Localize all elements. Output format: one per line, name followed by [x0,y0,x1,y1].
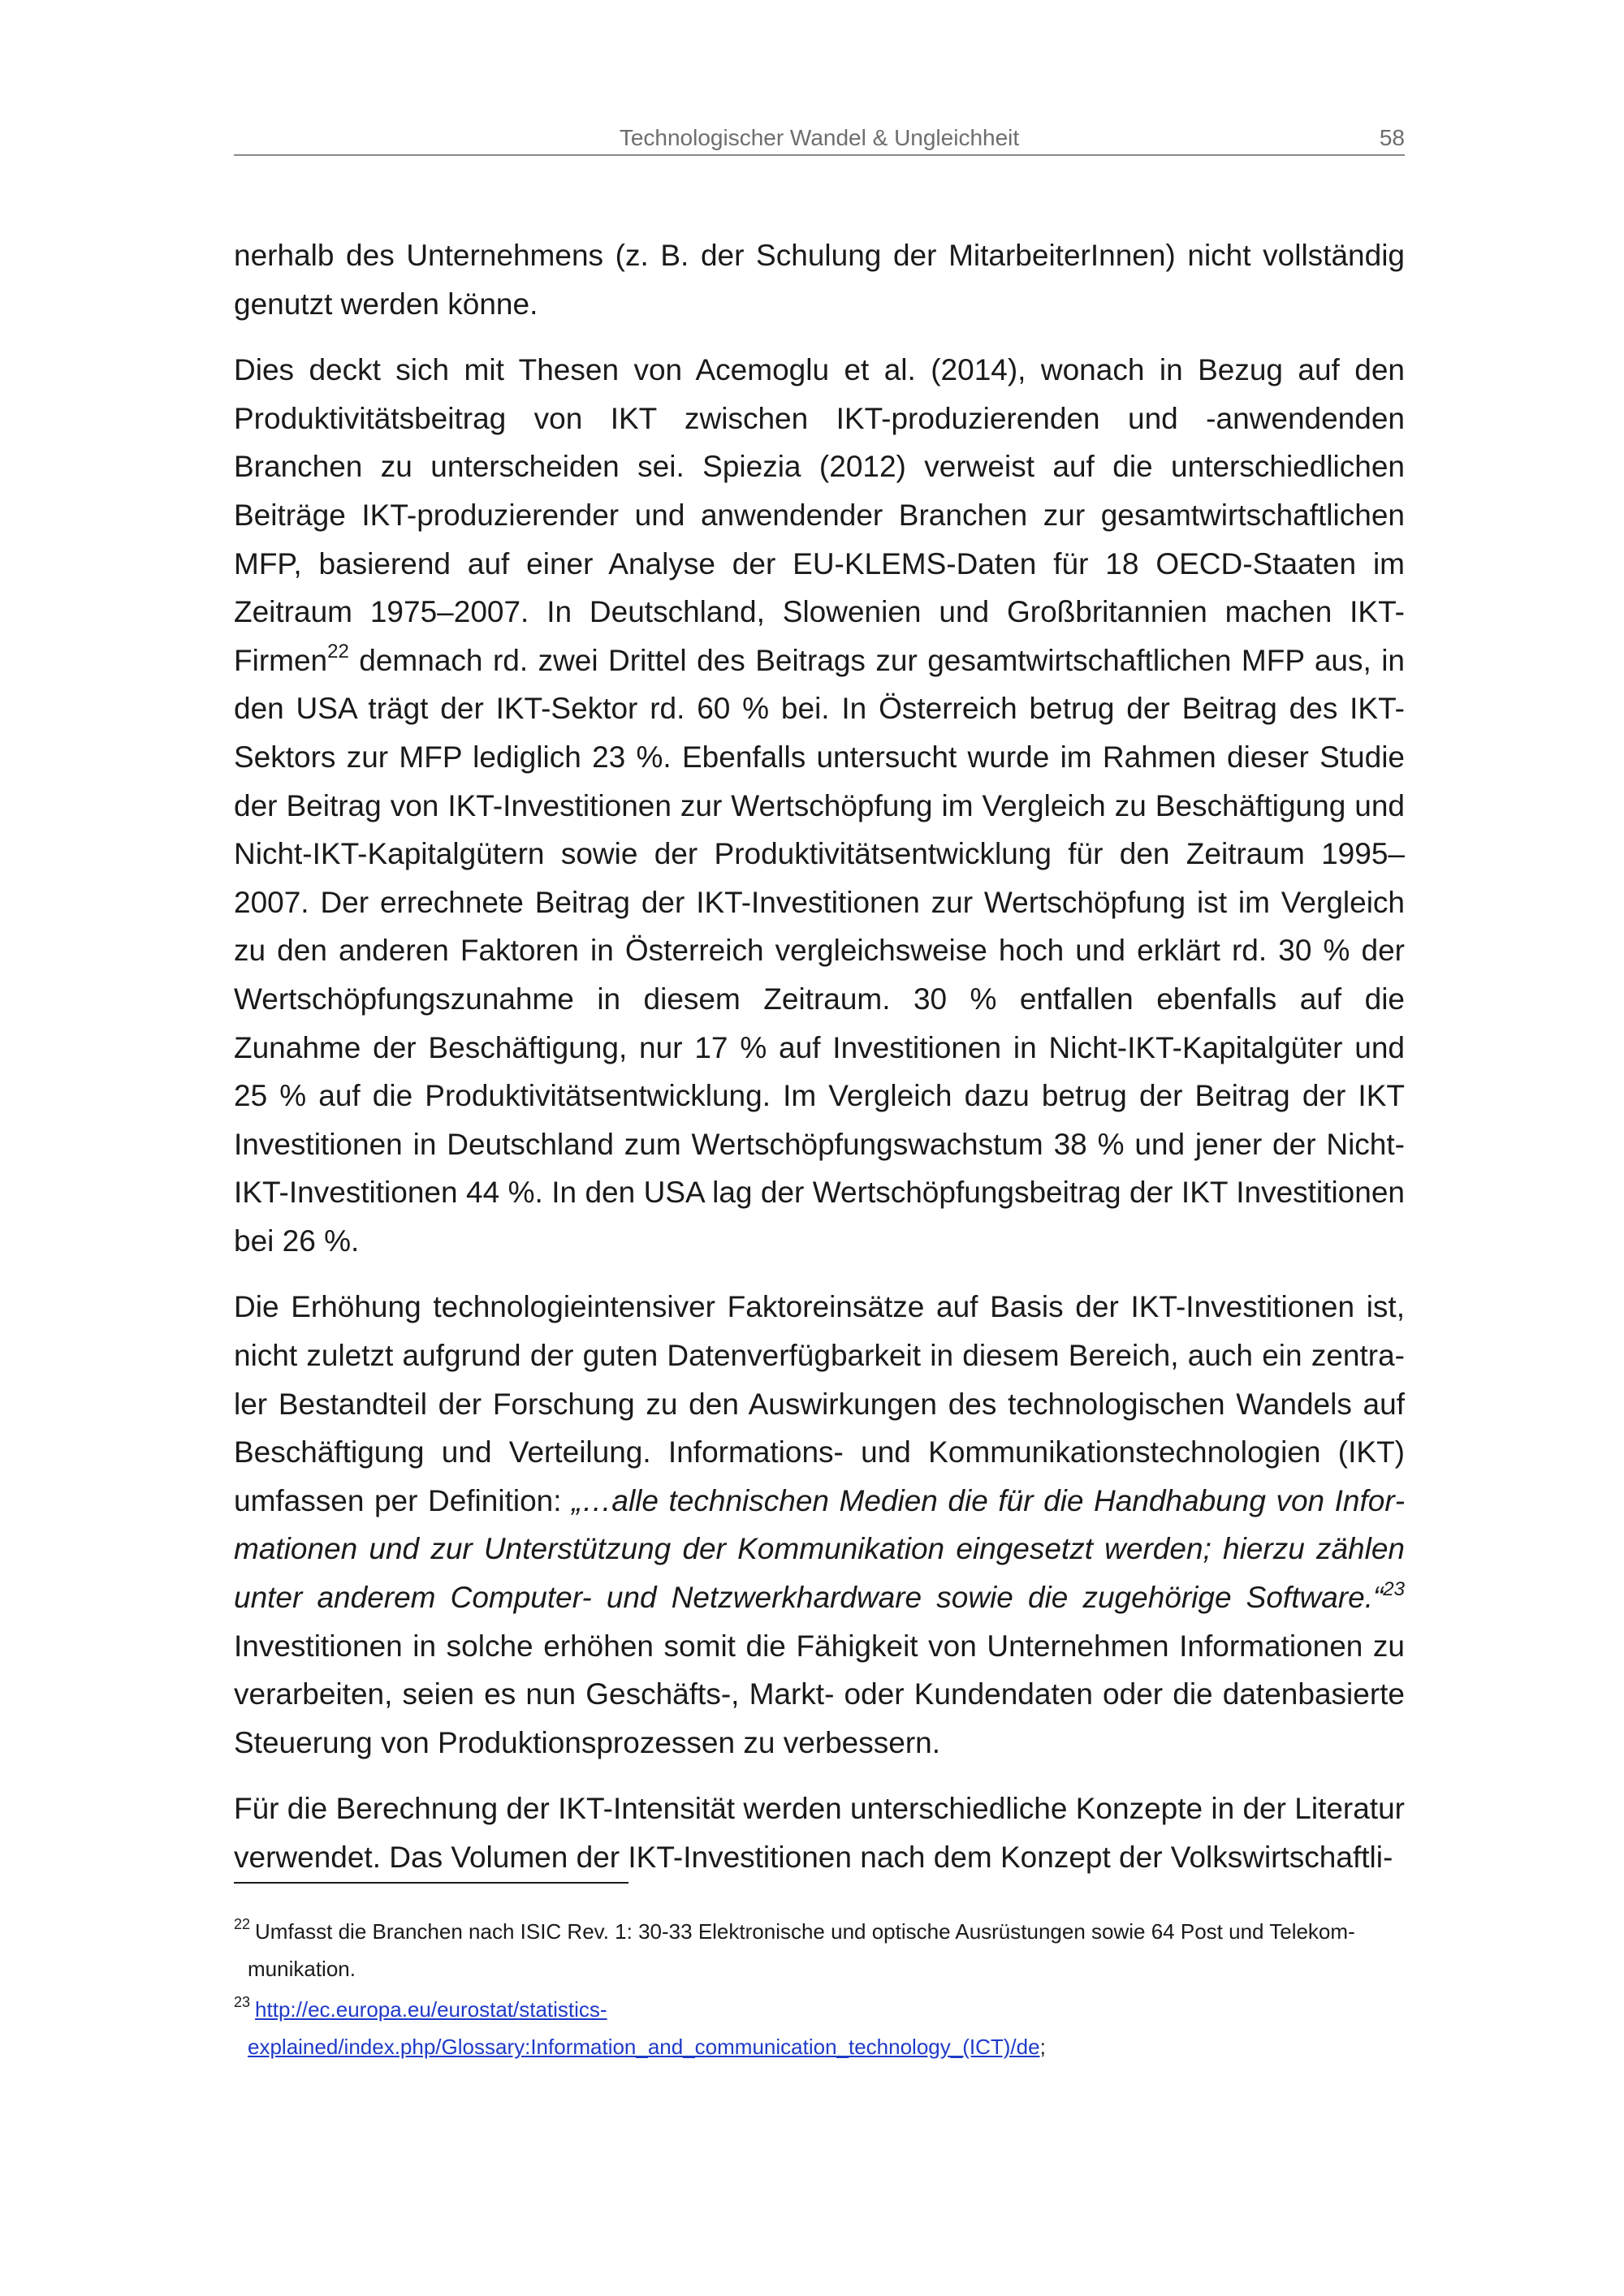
paragraph-3-text-b: Investitionen in solche erhöhen somit die Fähigkeit von Unternehmen Informationen zu verarbeiten, seien es nun Geschäfts-, Markt- oder Kundendaten oder die datenbasierte Steuerung von Produktionsprozessen zu verbessern. [234,1629,1405,1759]
eurostat-glossary-link[interactable]: http://ec.europa.eu/eurostat/statistics-explained/index.php/Glossary:Information_and_communication_technology_(ICT)/de [248,1997,1040,2059]
paragraph-2 [234,346,1405,1265]
footnote-23 [234,1991,1405,2065]
footnote-separator [234,1882,628,1884]
paragraph-3-text-a: Die Erhöhung technologieintensiver Faktoreinsätze auf Basis der IKT-Investitionen ist, nicht zuletzt aufgrund der guten Datenverfügbarkeit in diesem Bereich, auch ein zentraler Bestandteil der Forschung zu den Auswirkungen des technologischen Wandels auf Beschäftigung und Verteilung. Informations- und Kommunikationstechnologien (IKT) umfassen per Definition: [234,1290,1405,1517]
paragraph-2-text-a: Dies deckt sich mit Thesen von Acemoglu et al. (2014), wonach in Bezug auf den Produktivitätsbeitrag von IKT zwischen IKT-produzierenden und -anwendenden Branchen zu unterscheiden sei. Spiezia (2012) verweist auf die unterschiedlichen Beiträge IKT-produzierender und anwendender Branchen zur gesamtwirtschaftlichen MFP, basierend auf einer Analyse der EU-KLEMS-Daten für 18 OECD-Staaten im Zeitraum 1975–2007. In Deutschland, Slowenien und Großbritannien machen IKT-Firmen [234,353,1405,677]
paragraph-3 [234,1283,1405,1767]
footnote-text: Umfasst die Branchen nach ISIC Rev. 1: 30-33 Elektronische und optische Ausrüstungen sowie 64 Post und Telekommunikation. [248,1919,1355,1981]
header-title: Technologischer Wandel & Ungleichheit [619,125,1020,150]
footnote-ref-22[interactable]: 22 [327,641,349,663]
page-number: 58 [1379,125,1405,150]
footnote-ref-23[interactable]: 23 [1383,1577,1405,1600]
document-body [234,231,1405,1900]
paragraph-2-text-b: demnach rd. zwei Drittel des Beitrags zur gesamtwirtschaftlichen MFP aus, in den USA trägt der IKT-Sektor rd. 60 % bei. In Österreich betrug der Beitrag des IKT-Sektors zur MFP lediglich 23 %. Ebenfalls untersucht wurde im Rahmen dieser Studie der Beitrag von IKT-Investitionen zur Wertschöpfung im Vergleich zu Beschäftigung und Nicht-IKT-Kapitalgütern sowie der Produktivitätsentwicklung für den Zeitraum 1995–2007. Der errechnete Beitrag der IKT-Investitionen zur Wertschöpfung ist im Vergleich zu den anderen Faktoren in Österreich vergleichsweise hoch und erklärt rd. 30 % der Wertschöpfungszunahme in diesem Zeitraum. 30 % entfallen ebenfalls auf die Zunahme der Beschäftigung, nur 17 % auf Investitionen in Nicht-IKT-Kapitalgüter und 25 % auf die Produktivitätsentwicklung. Im Vergleich dazu betrug der Beitrag der IKT Investitionen in Deutschland zum Wertschöpfungswachstum 38 % und jener der Nicht-IKT-Investitionen 44 %. In den USA lag der Wertschöpfungsbeitrag der IKT Investitionen bei 26 %. [234,643,1405,1258]
paragraph-1: nerhalb des Unternehmens (z. B. der Schulung der MitarbeiterInnen) nicht vollständig genutzt werden könne. [234,239,1405,321]
footnotes [234,1913,1405,2069]
definition-quote: „…alle technischen Medien die für die Handhabung von Informationen und zur Unterstützung der Kommunikation eingesetzt werden; hierzu zählen unter anderem Computer- und Netzwerkhardware sowie die zugehörige Software.“ [234,1483,1406,1615]
paragraph-4: Für die Berechnung der IKT-Intensität werden unterschiedliche Konzepte in der Literatur verwendet. Das Volumen der IKT-Investitionen nach dem Konzept der Volkswirtschaftli- [234,1792,1405,1874]
footnote-number: 23 [234,1994,251,2011]
footnote-number: 22 [234,1916,251,1933]
footnote-suffix: ; [1039,2035,1046,2059]
running-header [234,122,1405,156]
footnote-22 [234,1913,1405,1987]
